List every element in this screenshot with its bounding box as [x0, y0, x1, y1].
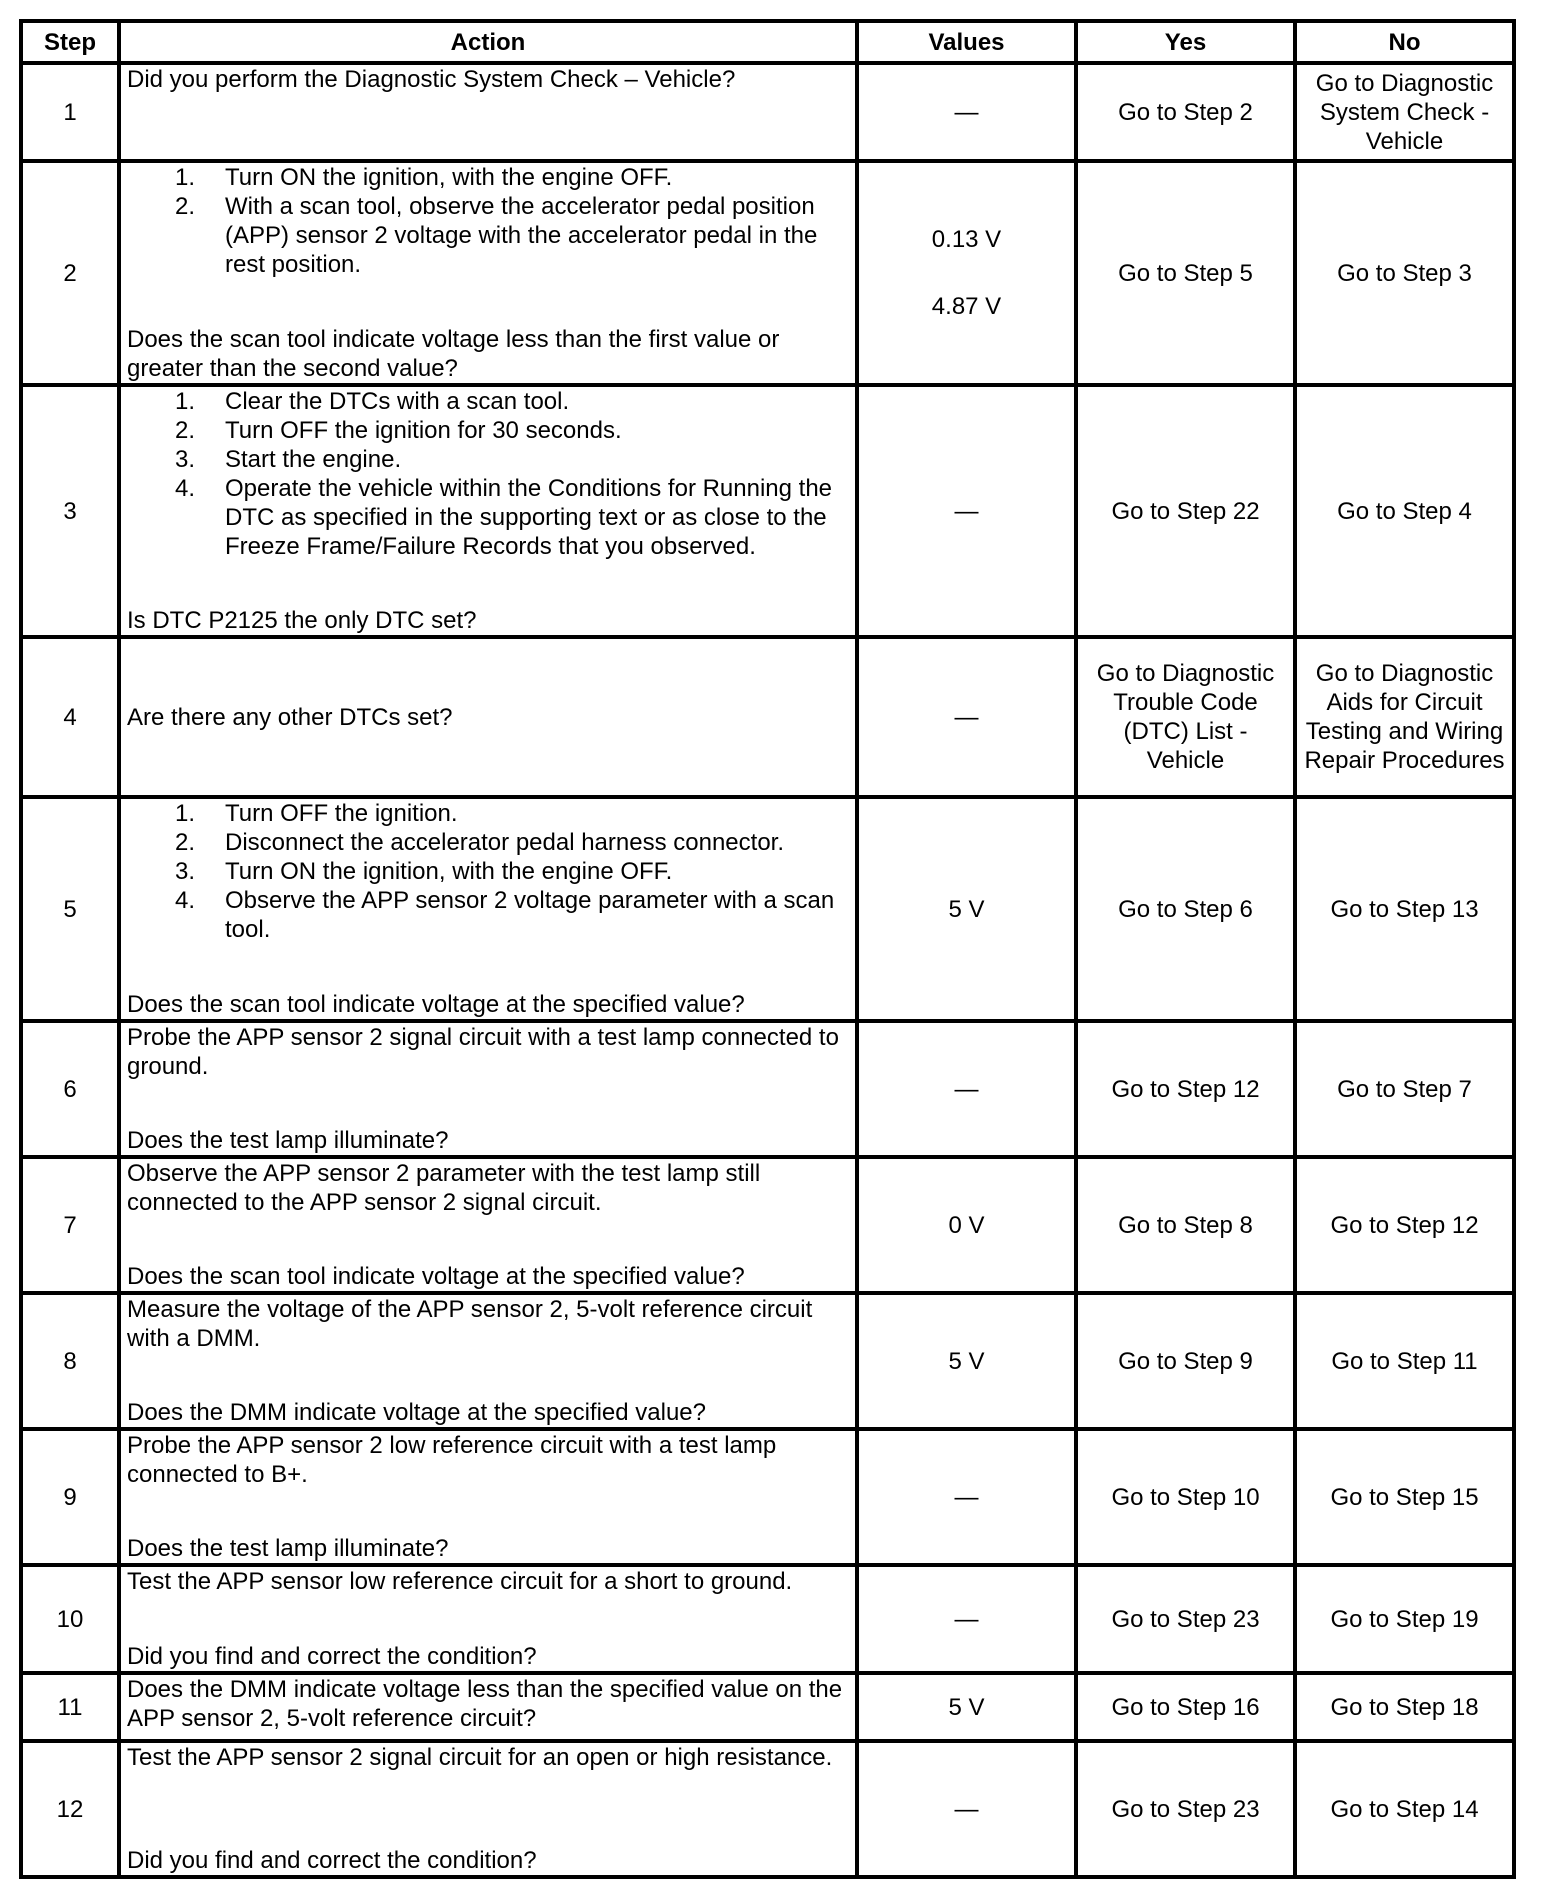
action-question: Does the scan tool indicate voltage at the specified value? [127, 991, 745, 1018]
value-item: — [954, 703, 979, 731]
action-question: Does the scan tool indicate voltage at the specified value? [127, 1263, 745, 1290]
yes-cell: Go to Step 8 [1076, 1157, 1295, 1293]
action-content [127, 639, 849, 795]
action-question: Did you find and correct the condition? [127, 1847, 537, 1874]
no-cell: Go to Diagnostic System Check - Vehicle [1295, 63, 1514, 161]
values-cell [857, 1565, 1076, 1673]
action-cell [119, 1157, 857, 1293]
step-number-cell: 7 [21, 1157, 119, 1293]
instruction-item [127, 163, 849, 192]
action-question: Did you find and correct the condition? [127, 1643, 537, 1670]
instruction-text: Turn OFF the ignition. [225, 800, 458, 827]
values-list [865, 1693, 1068, 1722]
instruction-text: Turn ON the ignition, with the engine OFF. [225, 858, 673, 885]
table-row [21, 161, 1514, 385]
values-cell [857, 161, 1076, 385]
table-row [21, 1565, 1514, 1673]
step-number-cell: 3 [21, 385, 119, 637]
action-top [127, 1159, 849, 1217]
no-cell: Go to Step 14 [1295, 1741, 1514, 1877]
instruction-number: 4. [175, 475, 196, 502]
no-cell: Go to Step 18 [1295, 1673, 1514, 1741]
header-yes: Yes [1076, 21, 1295, 63]
instruction-number: 1. [175, 388, 196, 415]
no-cell: Go to Step 3 [1295, 161, 1514, 385]
yes-cell: Go to Step 6 [1076, 797, 1295, 1021]
instruction-number: 2. [175, 193, 196, 220]
instruction-item [127, 192, 849, 279]
values-list [865, 225, 1068, 321]
instruction-text: Start the engine. [225, 446, 402, 473]
action-cell [119, 1741, 857, 1877]
yes-cell: Go to Step 2 [1076, 63, 1295, 161]
step-number-cell: 5 [21, 797, 119, 1021]
instruction-list [127, 387, 849, 561]
instruction-item [127, 387, 849, 416]
instruction-list [127, 799, 849, 944]
action-cell [119, 797, 857, 1021]
action-top [127, 387, 849, 561]
yes-cell: Go to Step 22 [1076, 385, 1295, 637]
diagnostic-table [19, 19, 1516, 1879]
action-top [127, 799, 849, 944]
action-content [127, 1431, 849, 1563]
action-question: Is DTC P2125 the only DTC set? [127, 607, 477, 634]
action-question: Did you perform the Diagnostic System Check – Vehicle? [127, 66, 736, 93]
action-content [127, 1743, 849, 1875]
instruction-item [127, 799, 849, 828]
values-cell [857, 637, 1076, 797]
yes-cell: Go to Step 23 [1076, 1565, 1295, 1673]
action-lead: Probe the APP sensor 2 signal circuit with a test lamp connected to ground. [127, 1024, 839, 1080]
instruction-text: Turn ON the ignition, with the engine OFF. [225, 164, 673, 191]
instruction-number: 2. [175, 417, 196, 444]
value-item: 5 V [948, 1693, 985, 1721]
instruction-number: 1. [175, 164, 196, 191]
instruction-number: 1. [175, 800, 196, 827]
action-cell [119, 1673, 857, 1741]
value-item: — [954, 1075, 979, 1103]
values-list [865, 1605, 1068, 1634]
action-top [127, 1675, 849, 1733]
values-cell [857, 1021, 1076, 1157]
action-content [127, 65, 849, 159]
no-cell: Go to Step 15 [1295, 1429, 1514, 1565]
action-cell [119, 63, 857, 161]
instruction-number: 3. [175, 446, 196, 473]
action-cell [119, 1429, 857, 1565]
action-question: Does the test lamp illuminate? [127, 1535, 449, 1562]
action-cell [119, 161, 857, 385]
table-row [21, 1429, 1514, 1565]
instruction-text: With a scan tool, observe the accelerator pedal position (APP) sensor 2 voltage with the accelerator pedal in the rest position. [225, 193, 818, 278]
value-item: 5 V [948, 1347, 985, 1375]
value-item: 5 V [948, 895, 985, 923]
action-question: Does the scan tool indicate voltage less than the first value or greater than the second value? [127, 326, 780, 382]
table-row [21, 63, 1514, 161]
value-item: — [954, 98, 979, 126]
action-question: Are there any other DTCs set? [127, 703, 453, 731]
values-list [865, 497, 1068, 526]
no-cell: Go to Step 13 [1295, 797, 1514, 1021]
values-list [865, 1483, 1068, 1512]
yes-cell: Go to Diagnostic Trouble Code (DTC) List - Vehicle [1076, 637, 1295, 797]
header-action: Action [119, 21, 857, 63]
action-content [127, 1295, 849, 1427]
yes-cell: Go to Step 5 [1076, 161, 1295, 385]
action-question: Does the DMM indicate voltage less than the specified value on the APP sensor 2, 5-volt reference circuit? [127, 1676, 843, 1732]
value-item: 0.13 V [931, 226, 1002, 253]
instruction-number: 4. [175, 887, 196, 914]
values-cell [857, 63, 1076, 161]
yes-cell: Go to Step 10 [1076, 1429, 1295, 1565]
values-list [865, 1075, 1068, 1104]
action-top [127, 65, 849, 94]
action-lead: Measure the voltage of the APP sensor 2, 5-volt reference circuit with a DMM. [127, 1296, 813, 1352]
action-top [127, 1743, 849, 1772]
values-list [865, 895, 1068, 924]
no-cell: Go to Step 19 [1295, 1565, 1514, 1673]
values-list [865, 703, 1068, 732]
instruction-text: Turn OFF the ignition for 30 seconds. [225, 417, 622, 444]
action-question: Does the test lamp illuminate? [127, 1127, 449, 1154]
yes-cell: Go to Step 9 [1076, 1293, 1295, 1429]
action-cell [119, 637, 857, 797]
instruction-item [127, 828, 849, 857]
header-no: No [1295, 21, 1514, 63]
step-number-cell: 6 [21, 1021, 119, 1157]
values-cell [857, 1429, 1076, 1565]
yes-cell: Go to Step 23 [1076, 1741, 1295, 1877]
values-cell [857, 1157, 1076, 1293]
table-row [21, 385, 1514, 637]
values-list [865, 1795, 1068, 1824]
instruction-list [127, 163, 849, 279]
action-content [127, 387, 849, 635]
no-cell: Go to Step 4 [1295, 385, 1514, 637]
table-row [21, 1021, 1514, 1157]
action-cell [119, 385, 857, 637]
action-content [127, 1023, 849, 1155]
table-row [21, 1673, 1514, 1741]
action-lead: Observe the APP sensor 2 parameter with the test lamp still connected to the APP sensor 2 signal circuit. [127, 1160, 761, 1216]
value-item: 4.87 V [931, 293, 1002, 320]
action-top [127, 163, 849, 279]
step-number-cell: 4 [21, 637, 119, 797]
yes-cell: Go to Step 12 [1076, 1021, 1295, 1157]
action-cell [119, 1293, 857, 1429]
header-row [21, 21, 1514, 63]
action-lead: Test the APP sensor 2 signal circuit for an open or high resistance. [127, 1744, 833, 1771]
yes-cell: Go to Step 16 [1076, 1673, 1295, 1741]
instruction-item [127, 857, 849, 886]
action-content [127, 163, 849, 383]
values-cell [857, 1673, 1076, 1741]
values-cell [857, 385, 1076, 637]
no-cell: Go to Diagnostic Aids for Circuit Testing and Wiring Repair Procedures [1295, 637, 1514, 797]
instruction-text: Observe the APP sensor 2 voltage parameter with a scan tool. [225, 887, 835, 943]
instruction-item [127, 474, 849, 561]
action-lead: Test the APP sensor low reference circuit for a short to ground. [127, 1568, 793, 1595]
action-top [127, 1295, 849, 1353]
instruction-text: Clear the DTCs with a scan tool. [225, 388, 570, 415]
value-item: 0 V [948, 1211, 985, 1239]
table-row [21, 637, 1514, 797]
step-number-cell: 11 [21, 1673, 119, 1741]
action-cell [119, 1565, 857, 1673]
step-number-cell: 12 [21, 1741, 119, 1877]
header-step: Step [21, 21, 119, 63]
instruction-number: 2. [175, 829, 196, 856]
step-number-cell: 1 [21, 63, 119, 161]
step-number-cell: 9 [21, 1429, 119, 1565]
action-content [127, 1159, 849, 1291]
no-cell: Go to Step 11 [1295, 1293, 1514, 1429]
instruction-number: 3. [175, 858, 196, 885]
instruction-item [127, 445, 849, 474]
action-cell [119, 1021, 857, 1157]
values-list [865, 98, 1068, 127]
values-cell [857, 797, 1076, 1021]
action-top [127, 1023, 849, 1081]
values-list [865, 1347, 1068, 1376]
no-cell: Go to Step 7 [1295, 1021, 1514, 1157]
action-content [127, 799, 849, 1019]
instruction-text: Operate the vehicle within the Conditions for Running the DTC as specified in the supporting text or as close to the Freeze Frame/Failure Records that you observed. [225, 475, 833, 560]
values-list [865, 1211, 1068, 1240]
table-row [21, 1157, 1514, 1293]
header-values: Values [857, 21, 1076, 63]
values-cell [857, 1293, 1076, 1429]
table-row [21, 1741, 1514, 1877]
values-cell [857, 1741, 1076, 1877]
action-content [127, 1567, 849, 1671]
instruction-text: Disconnect the accelerator pedal harness connector. [225, 829, 784, 856]
no-cell: Go to Step 12 [1295, 1157, 1514, 1293]
value-item: — [954, 1605, 979, 1633]
instruction-item [127, 886, 849, 944]
action-content [127, 1675, 849, 1739]
action-question: Does the DMM indicate voltage at the specified value? [127, 1399, 706, 1426]
table-row [21, 1293, 1514, 1429]
action-top [127, 703, 849, 732]
instruction-item [127, 416, 849, 445]
step-number-cell: 10 [21, 1565, 119, 1673]
value-item: — [954, 497, 979, 525]
action-top [127, 1567, 849, 1596]
step-number-cell: 2 [21, 161, 119, 385]
value-item: — [954, 1795, 979, 1823]
action-lead: Probe the APP sensor 2 low reference circuit with a test lamp connected to B+. [127, 1432, 777, 1488]
step-number-cell: 8 [21, 1293, 119, 1429]
value-item: — [954, 1483, 979, 1511]
action-top [127, 1431, 849, 1489]
table-row [21, 797, 1514, 1021]
